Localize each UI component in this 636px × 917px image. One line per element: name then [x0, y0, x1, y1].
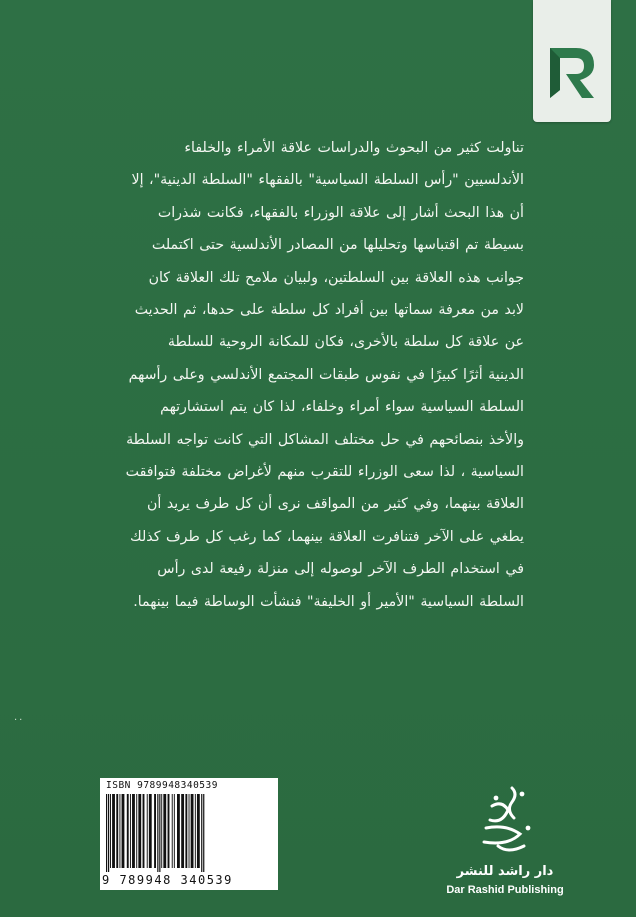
barcode-bar [172, 794, 173, 868]
blurb-line: والأخذ بنصائحهم في حل مختلف المشاكل التي كانت تواجه السلطة [126, 431, 524, 448]
blurb-line: السلطة السياسية "الأمير أو الخليفة" فنشأت الوساطة فيما بينهما. [133, 593, 524, 610]
barcode-bar [119, 794, 120, 868]
barcode-guard-bar [157, 794, 158, 872]
isbn-digits: 9 789948 340539 [102, 873, 233, 887]
blurb-line: عن علاقة كل سلطة بالأخرى، فكان للمكانة الروحية للسلطة [167, 334, 524, 351]
barcode-bar [130, 794, 131, 868]
publisher-name-arabic: دار راشد للنشر [456, 864, 554, 879]
blurb-text [118, 132, 524, 618]
barcode-guard-bar [159, 794, 160, 872]
barcode-bar [143, 794, 145, 868]
barcode-bar [161, 794, 162, 868]
r-letter-logo-icon [546, 40, 598, 100]
blurb-line: في استخدام الطرف الآخر لوصوله إلى منزلة رفيعة لدى رأس [157, 561, 524, 578]
publisher-name-english: Dar Rashid Publishing [446, 884, 564, 896]
barcode-bars [104, 794, 274, 872]
isbn-barcode [100, 778, 278, 890]
barcode-bar [189, 794, 190, 868]
barcode-bar [181, 794, 184, 868]
barcode-guard-bar [203, 794, 204, 872]
barcode-bar [112, 794, 115, 868]
barcode-guard-bar [106, 794, 107, 872]
barcode-bar [127, 794, 129, 868]
barcode-bar [147, 794, 148, 868]
barcode-bar [110, 794, 111, 868]
blurb-line: بسيطة تم اقتباسها وتحليلها من المصادر الأندلسية حتى اكتملت [151, 237, 524, 254]
separator-dots: .. [14, 712, 25, 723]
publisher-block [430, 784, 580, 904]
barcode-bar [138, 794, 141, 868]
barcode-bar [177, 794, 180, 868]
barcode-bar [136, 794, 137, 868]
barcode-bar [163, 794, 166, 868]
blurb-line: جوانب هذه العلاقة بين السلطتين، ولبيان ملامح تلك العلاقة كان [148, 269, 524, 286]
publisher-calligraphy-icon [472, 784, 538, 862]
barcode-bar [122, 794, 125, 868]
barcode-bar [132, 794, 135, 868]
blurb-line: السلطة السياسية سواء أمراء وخلفاء، لذا كان يتم استشارتهم [160, 399, 524, 416]
blurb-line: السياسية ، لذا سعى الوزراء للتقرب منهم لأغراض مختلفة فتوافقت [125, 464, 524, 481]
blurb-line: العلاقة بينهما، وفي كثير من المواقف نرى أن كل طرف يريد أن [146, 496, 524, 513]
barcode-bar [185, 794, 187, 868]
barcode-bar [174, 794, 175, 868]
barcode-bar [116, 794, 118, 868]
blurb-line: الأندلسيين "رأس السلطة السياسية" بالفقهاء "السلطة الدينية"، إلا [131, 172, 524, 189]
blurb-line: تناولت كثير من البحوث والدراسات علاقة الأمراء والخلفاء [184, 140, 524, 156]
isbn-label: ISBN 9789948340539 [106, 780, 218, 791]
barcode-guard-bar [108, 794, 109, 872]
logo-tab [533, 0, 611, 122]
barcode-bar [197, 794, 200, 868]
blurb-line: لابد من معرفة سماتها بين أفراد كل سلطة على حدها، ثم الحديث [134, 302, 524, 319]
barcode-bar [168, 794, 170, 868]
barcode-bar [154, 794, 156, 868]
barcode-bar [191, 794, 194, 868]
barcode-guard-bar [201, 794, 202, 872]
barcode-bar [149, 794, 152, 868]
blurb-line: الدينية أثرًا كبيرًا في نفوس طبقات المجتمع الأندلسي وعلى رأسهم [128, 366, 524, 383]
blurb-line: أن هذا البحث أشار إلى علاقة الوزراء بالفقهاء، فكانت شذرات [157, 204, 524, 221]
barcode-bar [195, 794, 196, 868]
blurb-line: يطغي على الآخر فتنافرت العلاقة بينهما، كما رغب كل طرف كذلك [129, 528, 524, 545]
